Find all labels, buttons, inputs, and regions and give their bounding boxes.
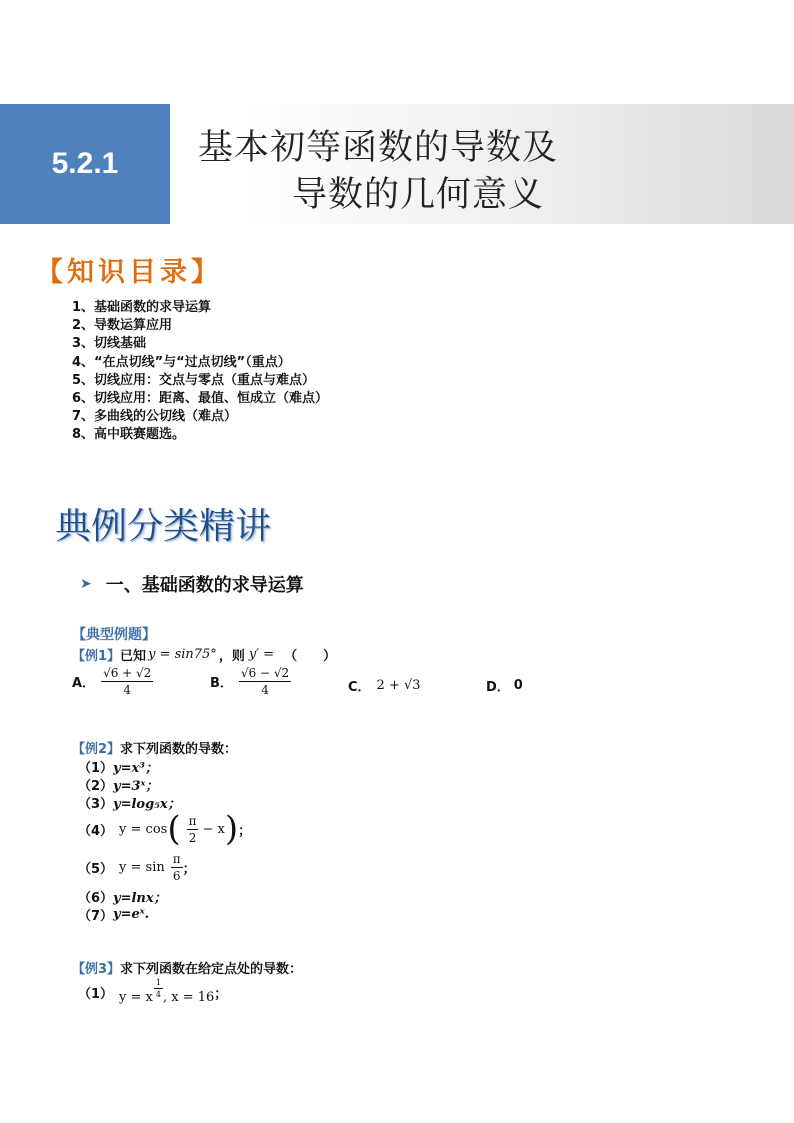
choice-d	[486, 676, 523, 695]
item-lead: y = x	[119, 990, 153, 1005]
choice-expression: 2 + √3	[376, 678, 421, 693]
fraction-numerator: √6 − √2	[240, 666, 290, 680]
example2-text: 求下列函数的导数：	[120, 742, 238, 757]
item-tail: − x	[202, 821, 225, 837]
example3-item	[78, 980, 227, 1005]
toc-item: 5、切线应用：交点与零点（重点与难点）	[72, 372, 316, 388]
example2-item	[78, 757, 158, 776]
example1-tag: 【例1】	[72, 649, 121, 664]
example1-blank: （ ）	[284, 649, 337, 664]
item-label: （7）	[78, 909, 114, 924]
page-title-line1: 基本初等函数的导数及	[198, 128, 559, 168]
example1-formula: y = sin75°	[148, 647, 217, 662]
item-label: （1）	[78, 761, 114, 776]
fraction-denominator: 6	[172, 869, 181, 883]
example1-text: 已知	[120, 649, 147, 664]
item-expression: y=log₅x；	[113, 797, 181, 812]
fraction-numerator: π	[172, 852, 181, 866]
arrow-right-icon: ➤	[80, 576, 92, 592]
exponent-numerator: 1	[155, 978, 161, 987]
item-label: （6）	[78, 891, 114, 906]
example2-item	[78, 793, 181, 812]
item-fraction	[171, 852, 183, 883]
choice-fraction	[239, 666, 291, 697]
section-number: 5.2.1	[51, 147, 119, 180]
fraction-denominator: 4	[123, 683, 131, 697]
page-title-line2: 导数的几何意义	[292, 175, 545, 215]
toc-item: 3、切线基础	[72, 336, 147, 352]
example1-question	[72, 645, 336, 664]
item-expression: y=eˣ.	[113, 907, 150, 922]
example3-tag: 【例3】	[72, 962, 121, 977]
item-label: （5）	[78, 862, 114, 877]
item-label: （4）	[78, 823, 114, 839]
fraction-denominator: 4	[261, 683, 269, 697]
choice-a	[72, 666, 153, 697]
typical-examples-label: 【典型例题】	[72, 627, 156, 643]
example2-item	[78, 887, 167, 906]
example1-yprime: y′ =	[248, 647, 275, 662]
item-expression: y=lnx；	[113, 891, 167, 906]
example2-item	[78, 852, 196, 883]
item-label: （3）	[78, 797, 114, 812]
toc-list	[72, 299, 328, 445]
toc-item: 4、“在点切线”与“过点切线”（重点）	[72, 354, 291, 370]
choice-letter: C．	[348, 680, 371, 695]
example2-question	[72, 738, 237, 757]
example1-tail: ，则	[218, 649, 245, 664]
toc-item: 2、导数运算应用	[72, 318, 173, 334]
item-end: ；	[214, 987, 228, 1002]
item-label: （2）	[78, 779, 114, 794]
item-fraction	[187, 814, 199, 845]
fraction-denominator: 2	[188, 830, 197, 845]
toc-item: 7、多曲线的公切线（难点）	[72, 409, 238, 425]
section1-heading	[80, 571, 304, 597]
toc-item: 6、切线应用：距离、最值、恒成立（难点）	[72, 391, 329, 407]
main-heading: 典例分类精讲	[55, 506, 272, 547]
choice-fraction	[101, 666, 153, 697]
left-paren: (	[167, 809, 181, 849]
item-lead: y = sin	[119, 860, 165, 875]
right-paren: )	[224, 809, 239, 849]
fraction-numerator: √6 + √2	[103, 666, 152, 680]
item-label: （1）	[78, 987, 114, 1002]
toc-item: 1、基础函数的求导运算	[72, 300, 212, 315]
example2-item	[78, 775, 158, 794]
example3-text: 求下列函数在给定点处的导数：	[120, 962, 303, 977]
item-exponent	[154, 978, 163, 999]
choice-c	[348, 676, 421, 695]
item-expression: y=x³；	[113, 761, 158, 776]
section1-title: 一、基础函数的求导运算	[105, 575, 304, 596]
choice-expression: 0	[513, 678, 523, 693]
item-lead: y = cos	[119, 821, 168, 837]
section-number-box	[0, 104, 170, 224]
exponent-denominator: 4	[155, 990, 161, 999]
toc-item: 8、高中联赛题选。	[72, 427, 186, 443]
toc-heading: 【知识目录】	[36, 257, 222, 288]
choice-letter: B．	[210, 676, 233, 691]
choice-b	[210, 666, 291, 697]
fraction-numerator: π	[188, 813, 197, 828]
choice-letter: A．	[72, 676, 96, 691]
example2-item	[78, 905, 149, 924]
item-end: ；	[238, 823, 252, 839]
item-expression: y=3ˣ；	[113, 779, 159, 794]
example2-item	[78, 809, 252, 849]
example3-question	[72, 958, 302, 977]
item-end: ；	[182, 862, 196, 877]
item-tail: , x = 16	[162, 990, 215, 1005]
choice-letter: D．	[486, 680, 510, 695]
example2-tag: 【例2】	[72, 742, 121, 757]
